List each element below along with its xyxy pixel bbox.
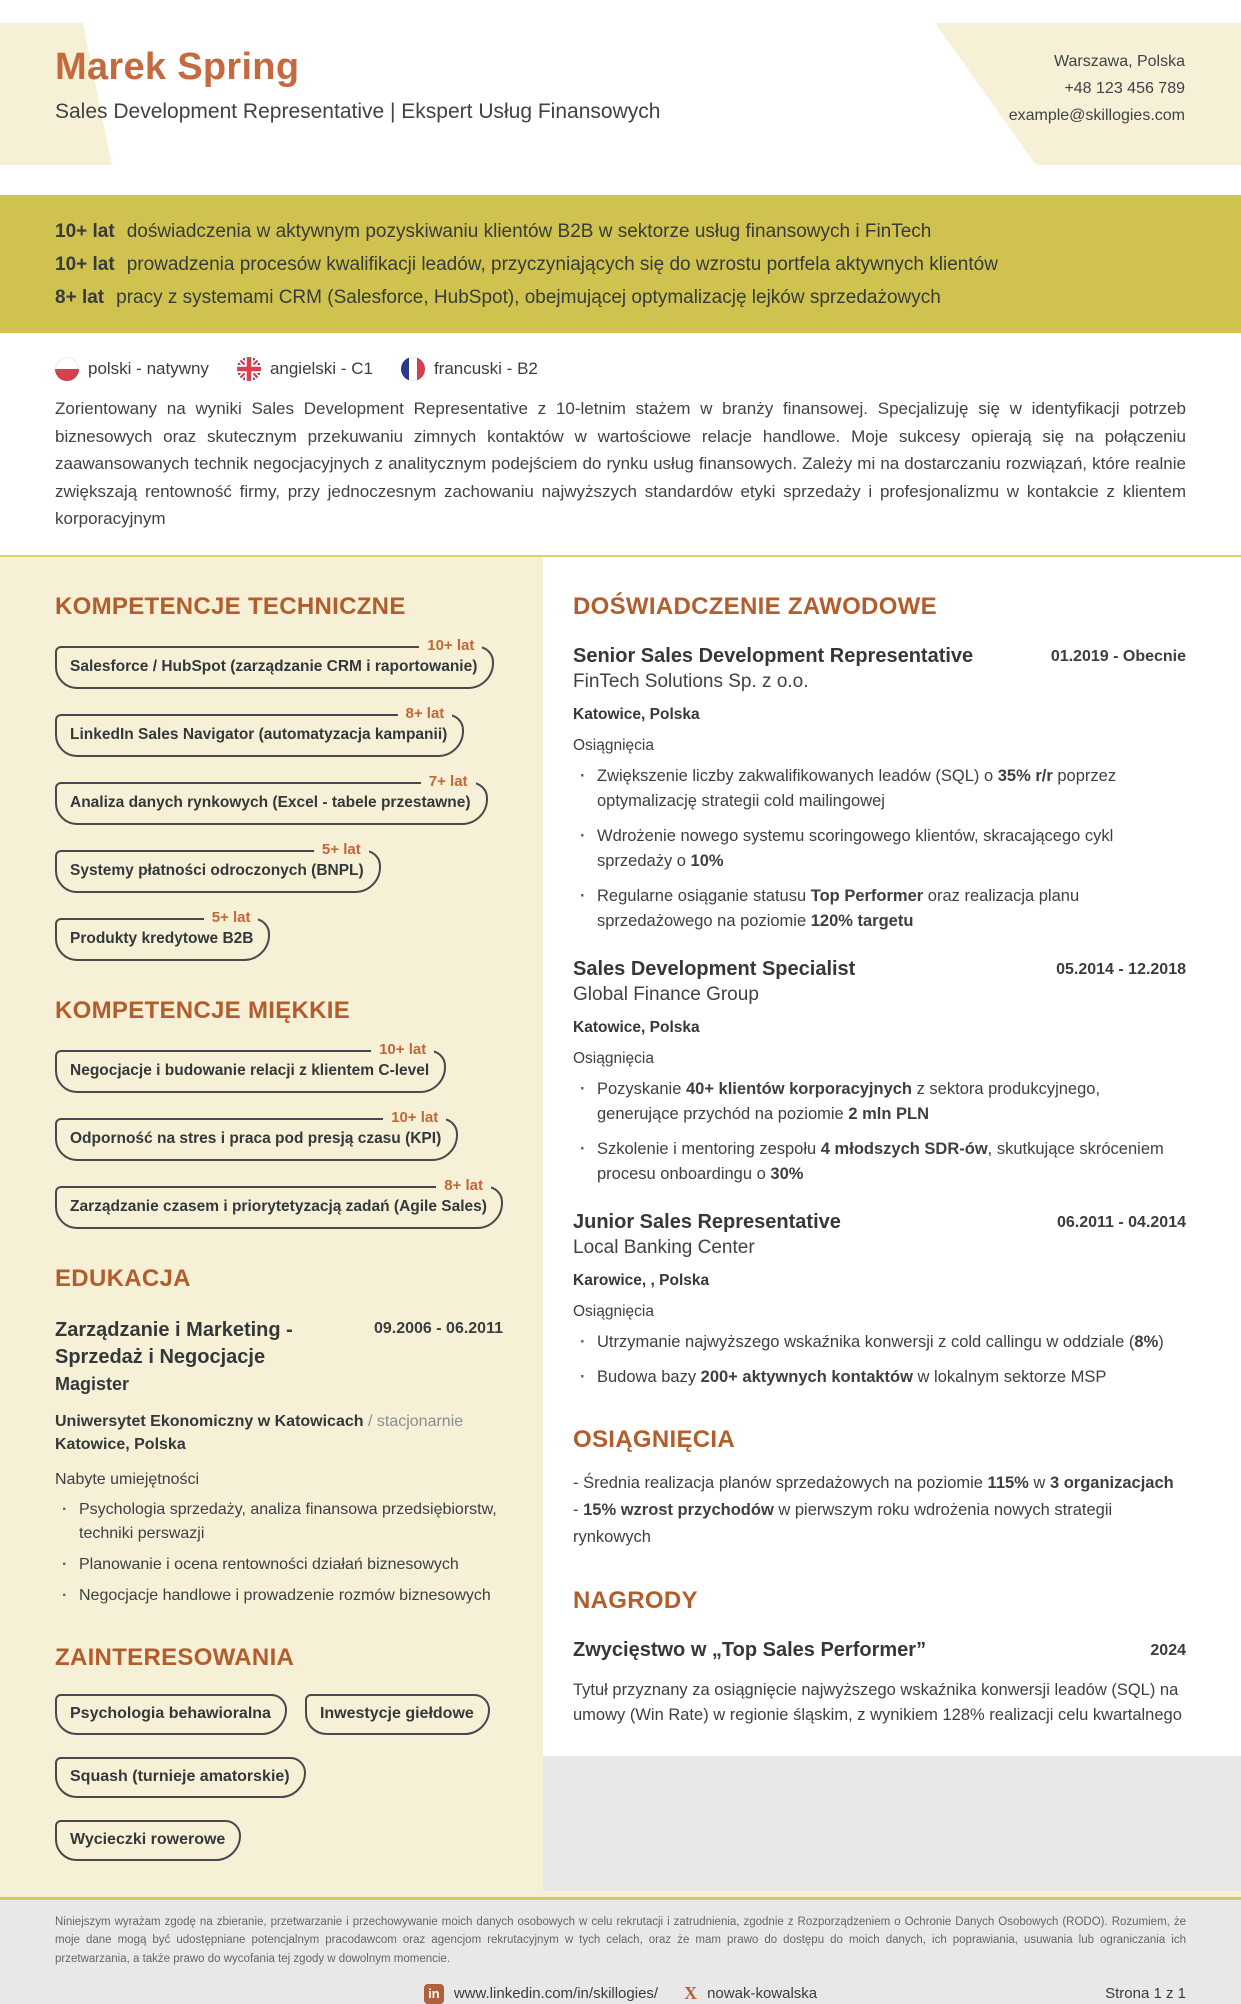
education-school-line [55, 1410, 503, 1433]
interests-title: ZAINTERESOWANIA [55, 1643, 295, 1671]
skill-pill [55, 636, 494, 689]
achievements-lines [573, 1470, 1186, 1551]
contact-location: Warszawa, Polska [1054, 53, 1185, 70]
highlight-text: doświadczenia w aktywnym pozyskiwaniu klientów B2B w sektorze usług finansowych i FinTech [126, 221, 932, 242]
language-item [237, 357, 373, 381]
job-bullet: · Pozyskanie 40+ klientów korporacyjnych z sektora produkcyjnego, generujące przychód na poziomie 2 mln PLN [573, 1077, 1186, 1127]
soft-skills-title: KOMPETENCJE MIĘKKIE [55, 996, 351, 1024]
job-achievements-label: Osiągnięcia [573, 736, 654, 754]
technical-skills-title: KOMPETENCJE TECHNICZNE [55, 592, 406, 620]
summary-paragraph: Zorientowany na wyniki Sales Development Representative z 10-letnim stażem w branży finansowej. Specjalizuję się w identyfikacji potrzeb biznesowych oraz skutecznym przekuwaniu zimnych kontaktów w wartościowe relacje handlowe. Moje sukcesy opierają się na połączeniu zaawansowanych technik negocjacyjnych z analitycznym podejściem do rynku usług finansowych. Zależy mi na dostarczaniu rozwiązań, które realnie zwiększają rentowność firmy, przy jednoczesnym zachowaniu najwyższych standardów etyki sprzedaży i profesjonalizmu w kontakcie z klientem korporacyjnym [55, 399, 1186, 528]
language-label: francuski - B2 [433, 359, 538, 378]
language-label: polski - natywny [88, 359, 209, 378]
main-columns [0, 557, 1241, 1891]
job-header [573, 958, 1186, 981]
job-bullets [573, 1330, 1186, 1390]
pill-label: Produkty kredytowe B2B [70, 929, 254, 947]
job-bullets [573, 1077, 1186, 1187]
pill-years: 10+ lat [383, 1109, 446, 1126]
interest-pill [55, 1694, 287, 1735]
job-bullet: · Szkolenie i mentoring zespołu 4 młodszych SDR-ów, skutkujące skróceniem procesu onboardingu o 30% [573, 1137, 1186, 1187]
highlight-line [55, 215, 1186, 248]
skill-pill [55, 840, 381, 893]
soft-skills-list [55, 1040, 503, 1229]
job-dates: 05.2014 - 12.2018 [1056, 960, 1186, 978]
education-title: EDUKACJA [55, 1264, 191, 1292]
skill-pill [55, 1176, 503, 1229]
pill-label: Wycieczki rowerowe [70, 1830, 226, 1848]
pill-label: Systemy płatności odroczonych (BNPL) [70, 861, 364, 879]
pill-years: 7+ lat [421, 773, 476, 790]
language-item [55, 357, 209, 381]
job-bullet: · Regularne osiąganie statusu Top Performer oraz realizacja planu sprzedażowego na poziomie 120% targetu [573, 884, 1186, 934]
highlight-line [55, 281, 1186, 314]
job-title: Senior Sales Development Representative [573, 644, 974, 667]
job-dates: 06.2011 - 04.2014 [1056, 1213, 1186, 1231]
education-location: Katowice, Polska [55, 1435, 186, 1453]
skill-pill [55, 1040, 446, 1093]
highlight-line [55, 248, 1186, 281]
job-bullet: · Zwiększenie liczby zakwalifikowanych leadów (SQL) o 35% r/r poprzez optymalizację strategii cold mailingowej [573, 764, 1186, 814]
education-school: Uniwersytet Ekonomiczny w Katowicach [55, 1412, 364, 1430]
job-dates: 01.2019 - Obecnie [1050, 647, 1186, 665]
contact-phone: +48 123 456 789 [1064, 80, 1185, 97]
job-entry [573, 645, 1186, 934]
pl-flag-icon [55, 357, 79, 381]
pill-label: LinkedIn Sales Navigator (automatyzacja kampanii) [70, 725, 448, 743]
pill-label: Zarządzanie czasem i priorytetyzacją zadań (Agile Sales) [70, 1197, 487, 1215]
contact-block [1009, 48, 1185, 129]
gb-flag-icon [237, 357, 261, 381]
x-handle-link[interactable]: nowak-kowalska [707, 1985, 818, 2003]
job-title: Junior Sales Representative [573, 1210, 841, 1233]
achievements-title: OSIĄGNIĘCIA [573, 1425, 735, 1453]
job-bullet: · Wdrożenie nowego systemu scoringowego klientów, skracającego cykl sprzedaży o 10% [573, 824, 1186, 874]
pill-label: Inwestycje giełdowe [319, 1704, 474, 1722]
linkedin-icon[interactable]: in [424, 1984, 444, 2004]
job-header [573, 645, 1186, 668]
award-header [573, 1639, 1186, 1662]
education-bullets [55, 1498, 503, 1608]
skill-pill [55, 772, 488, 825]
skill-pill [55, 704, 464, 757]
education-header [55, 1317, 503, 1371]
left-column [0, 557, 543, 1891]
footer-links-row [55, 1983, 1186, 2004]
job-bullets [573, 764, 1186, 934]
rodo-clause: Niniejszym wyrażam zgodę na zbieranie, przetwarzanie i przechowywanie moich danych osobowych w celu rekrutacji i zatrudnienia, zgodnie z Rozporządzeniem o Ochronie Danych Osobowych (RODO). Rozumiem, że moje dane mogą być udostępniane potencjalnym pracodawcom oraz agencjom rekrutacyjnym w tych celach, oraz że mam prawo do dostępu do moich danych, ich poprawiania, usuwania lub ograniczania ich przetwarzania, a także prawo do wycofania tej zgody w dowolnym momencie. [55, 1915, 1186, 1965]
job-achievements-label: Osiągnięcia [573, 1049, 654, 1067]
language-label: angielski - C1 [269, 359, 373, 378]
education-bullet: · Planowanie i ocena rentowności działań biznesowych [55, 1553, 503, 1577]
header-left-shape [0, 23, 112, 165]
job-location: Karowice, , Polska [573, 1271, 710, 1289]
skill-pill [55, 908, 270, 961]
pill-label: Salesforce / HubSpot (zarządzanie CRM i raportowanie) [70, 657, 478, 675]
jobs-list [573, 645, 1186, 1390]
technical-skills-list [55, 636, 503, 961]
education-bullet: · Negocjacje handlowe i prowadzenie rozmów biznesowych [55, 1584, 503, 1608]
pill-label: Squash (turnieje amatorskie) [70, 1767, 290, 1785]
highlights [0, 195, 1241, 333]
skill-pill [55, 1108, 458, 1161]
linkedin-link[interactable]: www.linkedin.com/in/skillogies/ [453, 1985, 659, 2003]
job-company: Local Banking Center [573, 1236, 755, 1258]
job-entry [573, 958, 1186, 1187]
pill-years: 8+ lat [398, 705, 453, 722]
education-skills-label: Nabyte umiejętności [55, 1470, 200, 1488]
candidate-title: Sales Development Representative | Ekspert Usług Finansowych [55, 100, 661, 123]
x-icon[interactable]: X [684, 1983, 698, 2004]
footer-divider [0, 1891, 1241, 1900]
education-level: Magister [55, 1373, 130, 1394]
experience-title: DOŚWIADCZENIE ZAWODOWE [573, 592, 937, 620]
highlight-text: prowadzenia procesów kwalifikacji leadów, przyczyniających się do wzrostu portfela aktywnych klientów [126, 254, 998, 275]
right-column [543, 557, 1241, 1891]
job-location: Katowice, Polska [573, 1018, 700, 1036]
job-location: Katowice, Polska [573, 705, 700, 723]
job-bullet: · Budowa bazy 200+ aktywnych kontaktów w lokalnym sektorze MSP [573, 1365, 1186, 1390]
job-header [573, 1211, 1186, 1234]
contact-email: example@skillogies.com [1008, 107, 1185, 124]
job-company: Global Finance Group [573, 983, 759, 1005]
highlight-text: pracy z systemami CRM (Salesforce, HubSpot), obejmującej optymalizację lejków sprzedażowych [116, 287, 941, 308]
pill-years: 5+ lat [314, 841, 369, 858]
pill-label: Negocjacje i budowanie relacji z klientem C-level [70, 1061, 430, 1079]
highlight-years: 10+ lat [55, 221, 115, 242]
pill-label: Psychologia behawioralna [70, 1704, 271, 1722]
header [0, 0, 1241, 195]
interest-pill [55, 1757, 306, 1798]
award-description: Tytuł przyznany za osiągnięcie najwyższego wskaźnika konwersji leadów (SQL) na umowy (Win Rate) w regionie śląskim, z wynikiem 128% realizacji celu kwartalnego [573, 1680, 1182, 1724]
interest-pill [305, 1694, 490, 1735]
pill-label: Analiza danych rynkowych (Excel - tabele przestawne) [70, 793, 471, 811]
interests-list [55, 1672, 503, 1861]
award-title: Zwycięstwo w „Top Sales Performer” [573, 1638, 927, 1661]
pill-years: 8+ lat [436, 1177, 491, 1194]
job-achievements-label: Osiągnięcia [573, 1302, 654, 1320]
fr-flag-icon [401, 357, 425, 381]
education-dates: 09.2006 - 06.2011 [373, 1319, 503, 1337]
education-bullet: · Psychologia sprzedaży, analiza finansowa przedsiębiorstw, techniki perswazji [55, 1498, 503, 1546]
award-year: 2024 [1150, 1641, 1186, 1659]
page-number: Strona 1 z 1 [1105, 1985, 1186, 2003]
awards-title: NAGRODY [573, 1586, 698, 1614]
job-title: Sales Development Specialist [573, 957, 856, 980]
pill-label: Odporność na stres i praca pod presją czasu (KPI) [70, 1129, 442, 1147]
education-mode: / stacjonarnie [367, 1412, 464, 1430]
pill-years: 10+ lat [371, 1041, 434, 1058]
achievement-line: - 15% wzrost przychodów w pierwszym roku wdrożenia nowych strategii rynkowych [573, 1500, 1113, 1546]
highlight-years: 8+ lat [55, 287, 105, 308]
pill-years: 5+ lat [204, 909, 259, 926]
education-degree: Zarządzanie i Marketing - Sprzedaż i Negocjacje [55, 1318, 293, 1368]
achievement-line: - Średnia realizacja planów sprzedażowych na poziomie 115% w 3 organizacjach [573, 1473, 1174, 1492]
job-company: FinTech Solutions Sp. z o.o. [573, 670, 809, 692]
candidate-name: Marek Spring [55, 46, 300, 88]
pill-years: 10+ lat [419, 637, 482, 654]
job-bullet: · Utrzymanie najwyższego wskaźnika konwersji z cold callingu w oddziale (8%) [573, 1330, 1186, 1355]
languages-row [55, 357, 1186, 381]
highlight-years: 10+ lat [55, 254, 115, 275]
job-entry [573, 1211, 1186, 1390]
interest-pill [55, 1820, 241, 1861]
language-item [401, 357, 538, 381]
